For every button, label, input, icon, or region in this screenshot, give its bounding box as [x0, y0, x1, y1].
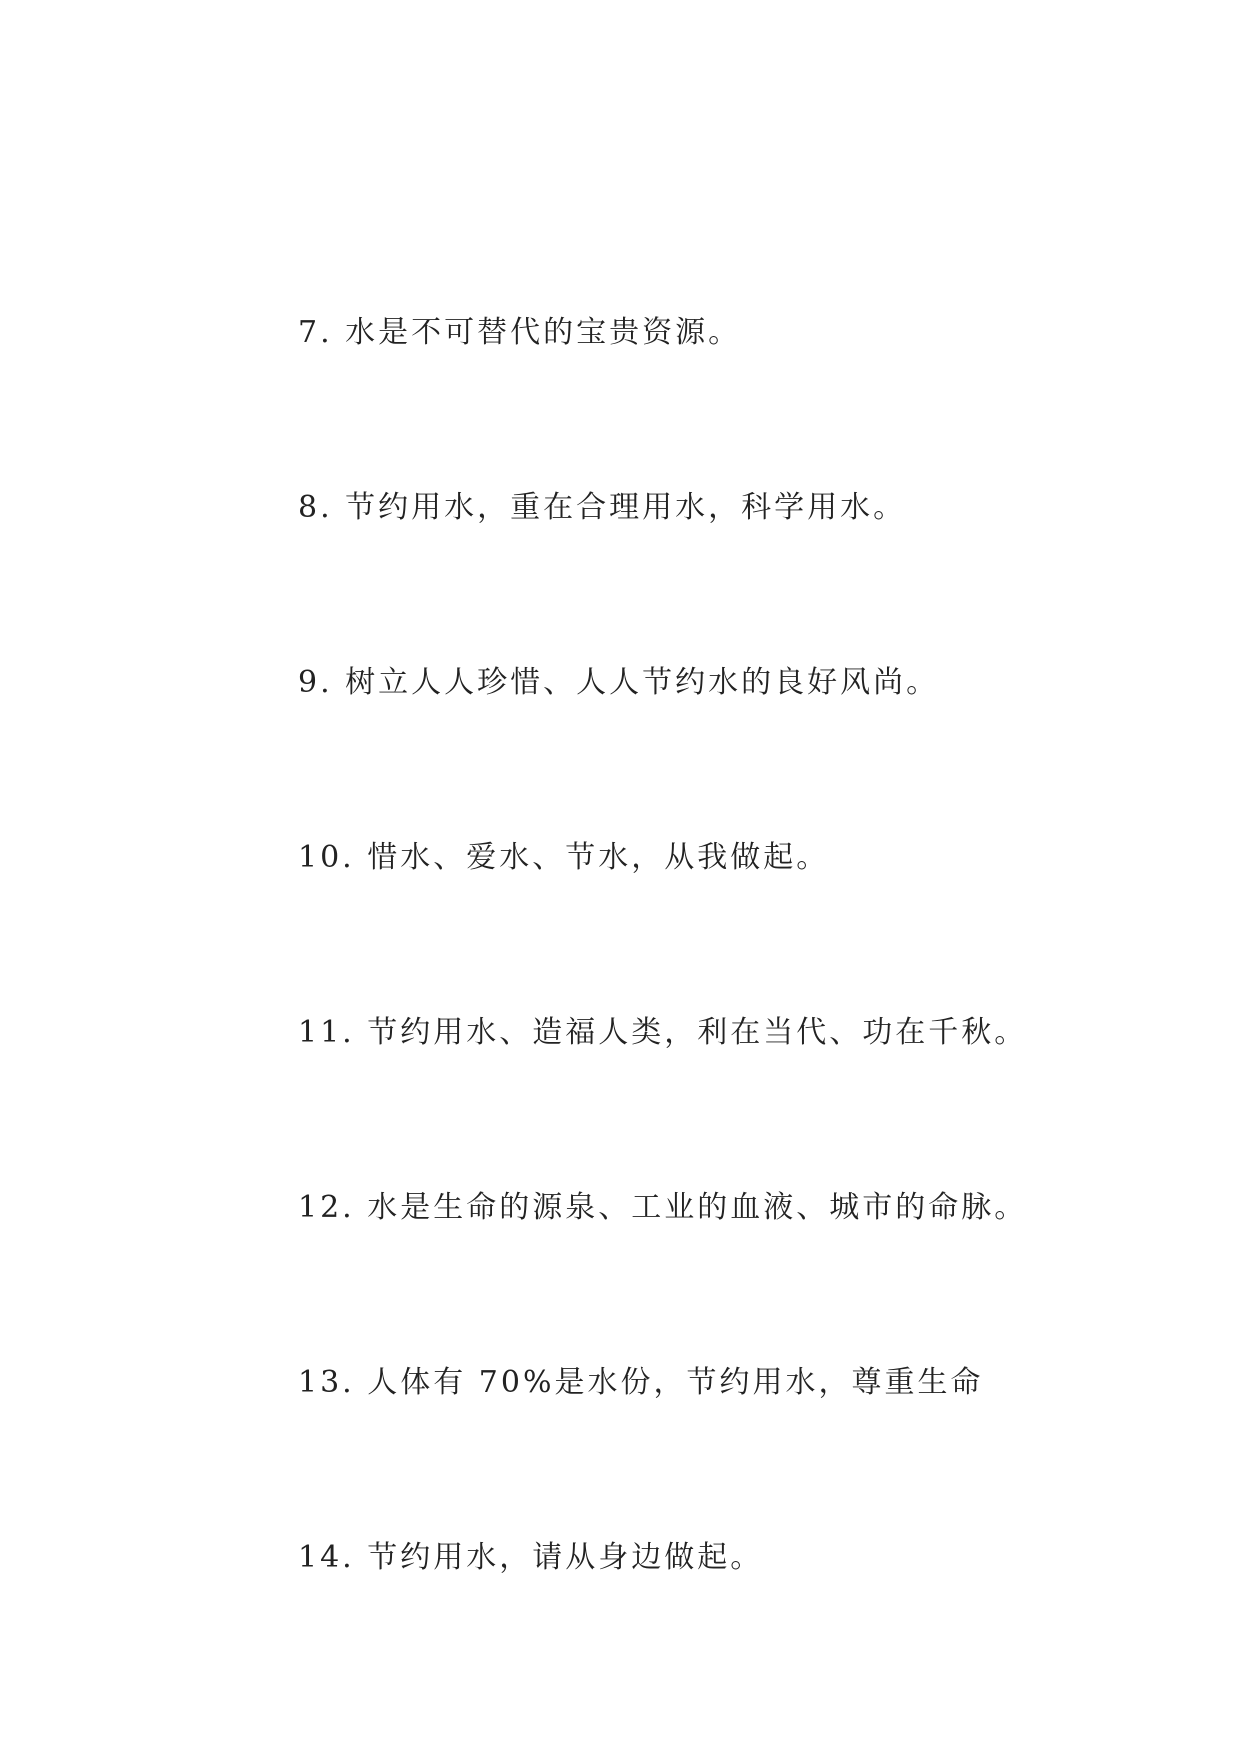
slogan-line-9: 9. 树立人人珍惜、人人节约水的良好风尚。 [298, 665, 940, 700]
slogan-line-13: 13. 人体有 70%是水份，节约用水，尊重生命 [298, 1365, 984, 1400]
slogan-line-8: 8. 节约用水，重在合理用水，科学用水。 [298, 490, 907, 525]
slogan-line-11: 11. 节约用水、造福人类，利在当代、功在千秋。 [298, 1015, 1028, 1050]
slogan-line-12: 12. 水是生命的源泉、工业的血液、城市的命脉。 [298, 1190, 1028, 1225]
slogan-line-7: 7. 水是不可替代的宝贵资源。 [298, 315, 742, 350]
slogan-line-10: 10. 惜水、爱水、节水，从我做起。 [298, 840, 830, 875]
slogan-line-14: 14. 节约用水，请从身边做起。 [298, 1540, 764, 1575]
